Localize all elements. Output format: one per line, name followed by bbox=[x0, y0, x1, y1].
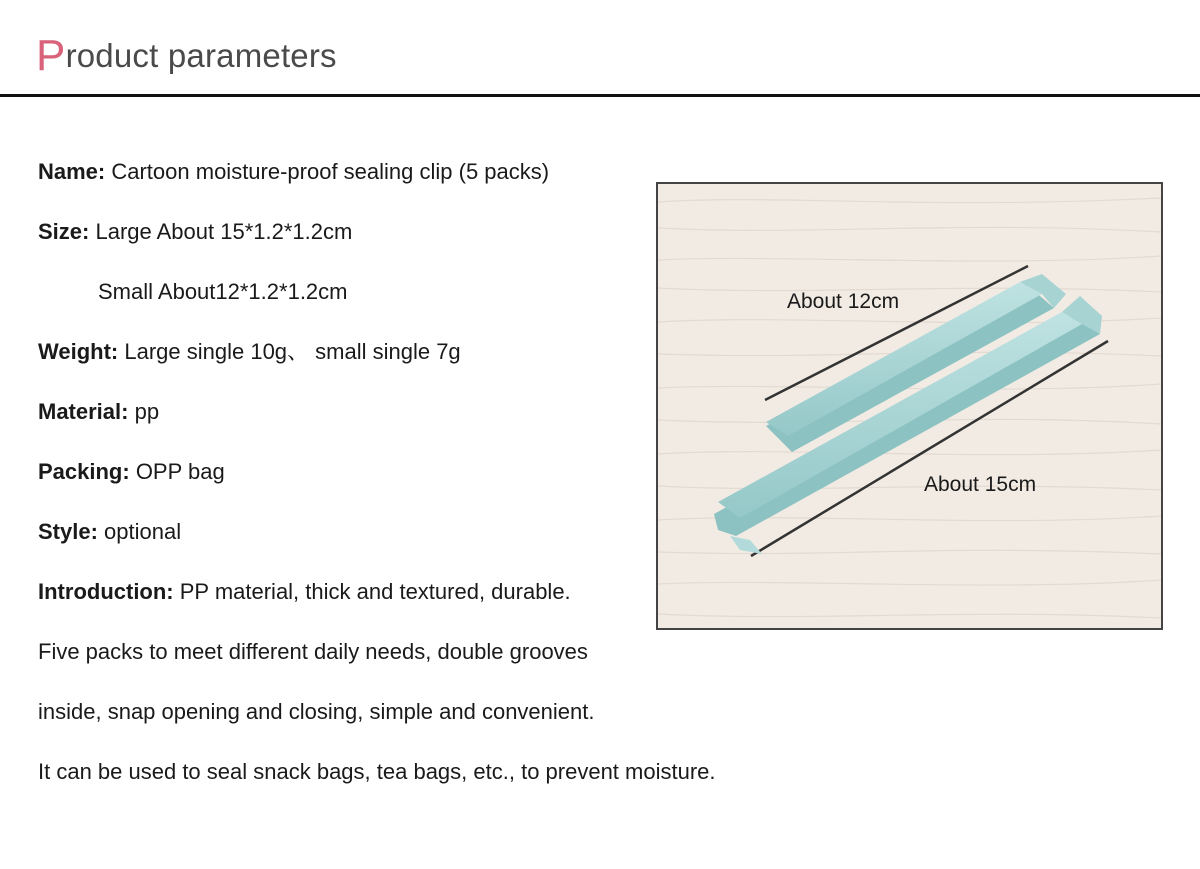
param-label: Material: bbox=[38, 399, 129, 424]
param-value: pp bbox=[128, 399, 160, 424]
param-label: Introduction: bbox=[38, 579, 174, 604]
intro-line-2 bbox=[38, 636, 798, 696]
param-value: Cartoon moisture-proof sealing clip (5 packs) bbox=[105, 159, 550, 184]
product-photo-art bbox=[658, 184, 1161, 628]
size-label-small: About 12cm bbox=[787, 290, 900, 313]
product-photo bbox=[656, 182, 1163, 630]
intro-line-3 bbox=[38, 696, 798, 756]
param-value: inside, snap opening and closing, simple and convenient. bbox=[38, 699, 595, 724]
param-label: Size: bbox=[38, 219, 90, 244]
param-value: PP material, thick and textured, durable. bbox=[173, 579, 571, 604]
param-value: OPP bag bbox=[129, 459, 225, 484]
param-value: Large About 15*1.2*1.2cm bbox=[89, 219, 353, 244]
header-divider bbox=[0, 94, 1200, 97]
page-title bbox=[36, 28, 337, 78]
param-value: Large single 10g、 small single 7g bbox=[118, 339, 461, 364]
param-label: Style: bbox=[38, 519, 98, 544]
param-value: optional bbox=[97, 519, 182, 544]
size-label-large: About 15cm bbox=[924, 473, 1037, 496]
param-value: Small About12*1.2*1.2cm bbox=[98, 279, 348, 304]
param-value: Five packs to meet different daily needs, double grooves bbox=[38, 639, 588, 664]
param-label: Packing: bbox=[38, 459, 130, 484]
param-label: Weight: bbox=[38, 339, 119, 364]
intro-line-4 bbox=[38, 756, 798, 816]
param-label: Name: bbox=[38, 159, 106, 184]
page-title-rest: roduct parameters bbox=[65, 37, 337, 74]
page-header bbox=[0, 0, 1200, 98]
param-value: It can be used to seal snack bags, tea bags, etc., to prevent moisture. bbox=[38, 759, 716, 784]
page-title-initial: P bbox=[36, 31, 66, 80]
